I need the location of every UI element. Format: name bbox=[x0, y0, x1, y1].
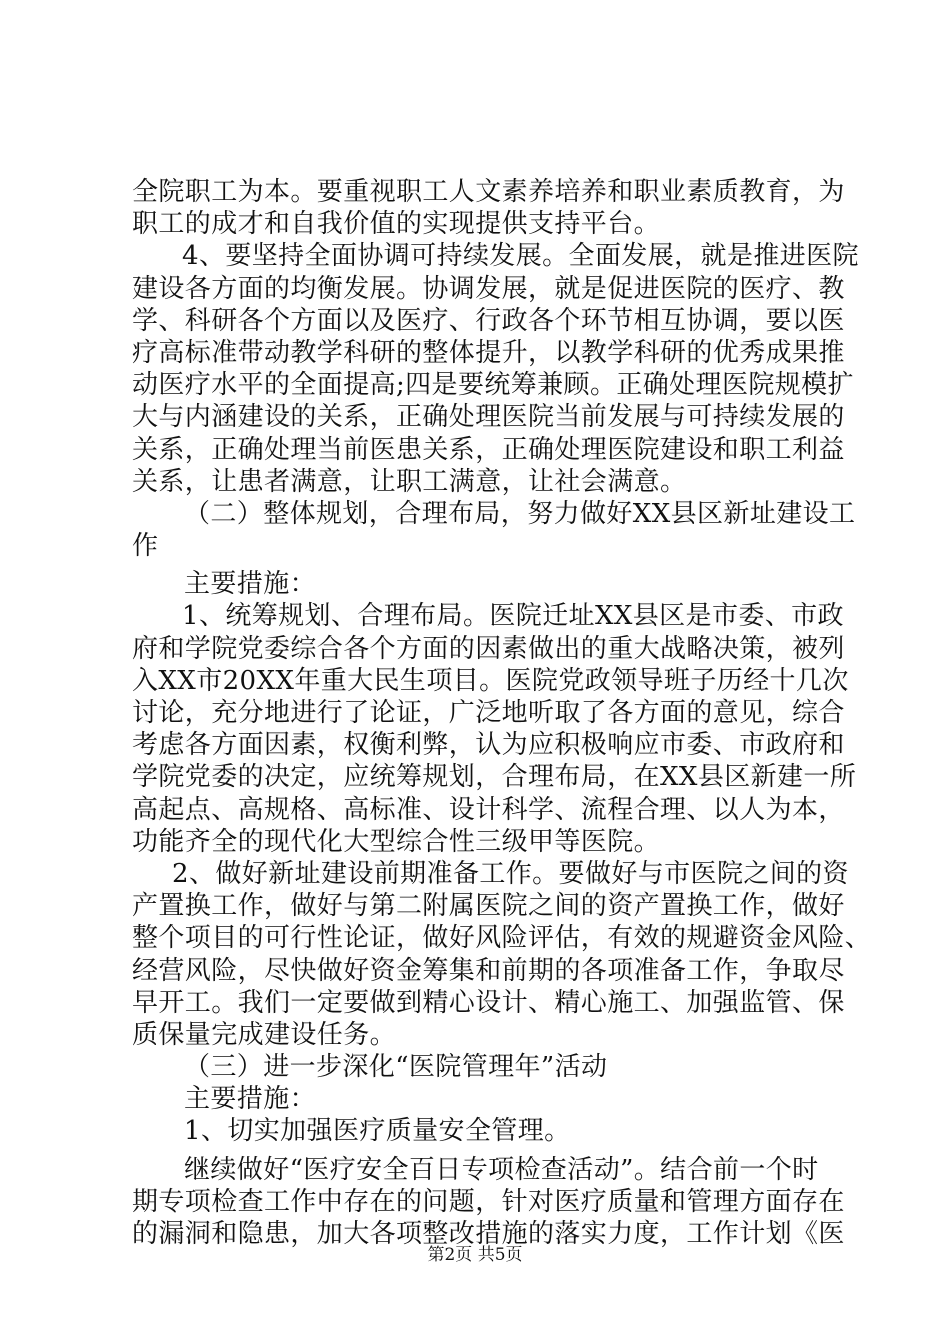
text-line: 关系，正确处理当前医患关系，正确处理医院建设和职工利益 bbox=[132, 434, 845, 465]
section-heading-cont: 作 bbox=[132, 531, 159, 562]
text-line: 早开工。我们一定要做到精心设计、精心施工、加强监管、保 bbox=[132, 987, 845, 1018]
page-number-footer: 第2页 共5页 bbox=[427, 1245, 523, 1265]
text-line: 功能齐全的现代化大型综合性三级甲等医院。 bbox=[132, 826, 661, 857]
text-line: 1、统筹规划、合理布局。医院迁址XX县区是市委、市政 bbox=[182, 601, 844, 632]
text-line: 4、要坚持全面协调可持续发展。全面发展，就是推进医院 bbox=[182, 241, 859, 272]
text-line: 高起点、高规格、高标准、设计科学、流程合理、以人为本， bbox=[132, 794, 845, 825]
text-line: 建设各方面的均衡发展。协调发展，就是促进医院的医疗、教 bbox=[132, 273, 845, 304]
text-line: 职工的成才和自我价值的实现提供支持平台。 bbox=[132, 209, 661, 240]
text-line: 学、科研各个方面以及医疗、行政各个环节相互协调，要以医 bbox=[132, 305, 845, 336]
text-line: 讨论，充分地进行了论证，广泛地听取了各方面的意见，综合 bbox=[132, 698, 845, 728]
text-line: 2、做好新址建设前期准备工作。要做好与市医院之间的资 bbox=[172, 858, 849, 889]
text-line: 全院职工为本。要重视职工人文素养培养和职业素质教育，为 bbox=[132, 177, 845, 207]
text-line: 府和学院党委综合各个方面的因素做出的重大战略决策，被列 bbox=[132, 633, 845, 664]
text-line: 学院党委的决定，应统筹规划，合理布局，在XX县区新建一所 bbox=[132, 762, 857, 793]
text-line: 产置换工作，做好与第二附属医院之间的资产置换工作，做好 bbox=[132, 891, 845, 922]
text-line: 经营风险，尽快做好资金筹集和前期的各项准备工作，争取尽 bbox=[132, 955, 845, 986]
text-line: 继续做好“医疗安全百日专项检查活动”。结合前一个时 bbox=[184, 1154, 819, 1185]
section-heading: （二）整体规划，合理布局，努力做好XX县区新址建设工 bbox=[184, 498, 856, 529]
text-line: 1、切实加强医疗质量安全管理。 bbox=[184, 1116, 571, 1147]
text-line: 的漏洞和隐患，加大各项整改措施的落实力度，工作计划《医 bbox=[132, 1219, 845, 1249]
section-heading: （三）进一步深化“医院管理年”活动 bbox=[184, 1052, 608, 1083]
text-line: 入XX市20XX年重大民生项目。医院党政领导班子历经十几次 bbox=[132, 665, 849, 696]
subheading: 主要措施： bbox=[184, 1084, 317, 1115]
text-line: 动医疗水平的全面提高;四是要统筹兼顾。正确处理医院规模扩 bbox=[132, 370, 854, 401]
text-line: 整个项目的可行性论证，做好风险评估，有效的规避资金风险、 bbox=[132, 923, 872, 954]
subheading: 主要措施： bbox=[184, 569, 317, 600]
text-line: 关系，让患者满意，让职工满意，让社会满意。 bbox=[132, 466, 687, 497]
document-body bbox=[132, 176, 872, 1250]
text-line: 期专项检查工作中存在的问题，针对医疗质量和管理方面存在 bbox=[132, 1186, 845, 1217]
text-line: 疗高标准带动教学科研的整体提升，以教学科研的优秀成果推 bbox=[132, 337, 845, 368]
text-line: 质保量完成建设任务。 bbox=[132, 1019, 397, 1050]
text-line: 考虑各方面因素，权衡利弊，认为应积极响应市委、市政府和 bbox=[132, 730, 845, 761]
text-line: 大与内涵建设的关系，正确处理医院当前发展与可持续发展的 bbox=[132, 402, 845, 433]
